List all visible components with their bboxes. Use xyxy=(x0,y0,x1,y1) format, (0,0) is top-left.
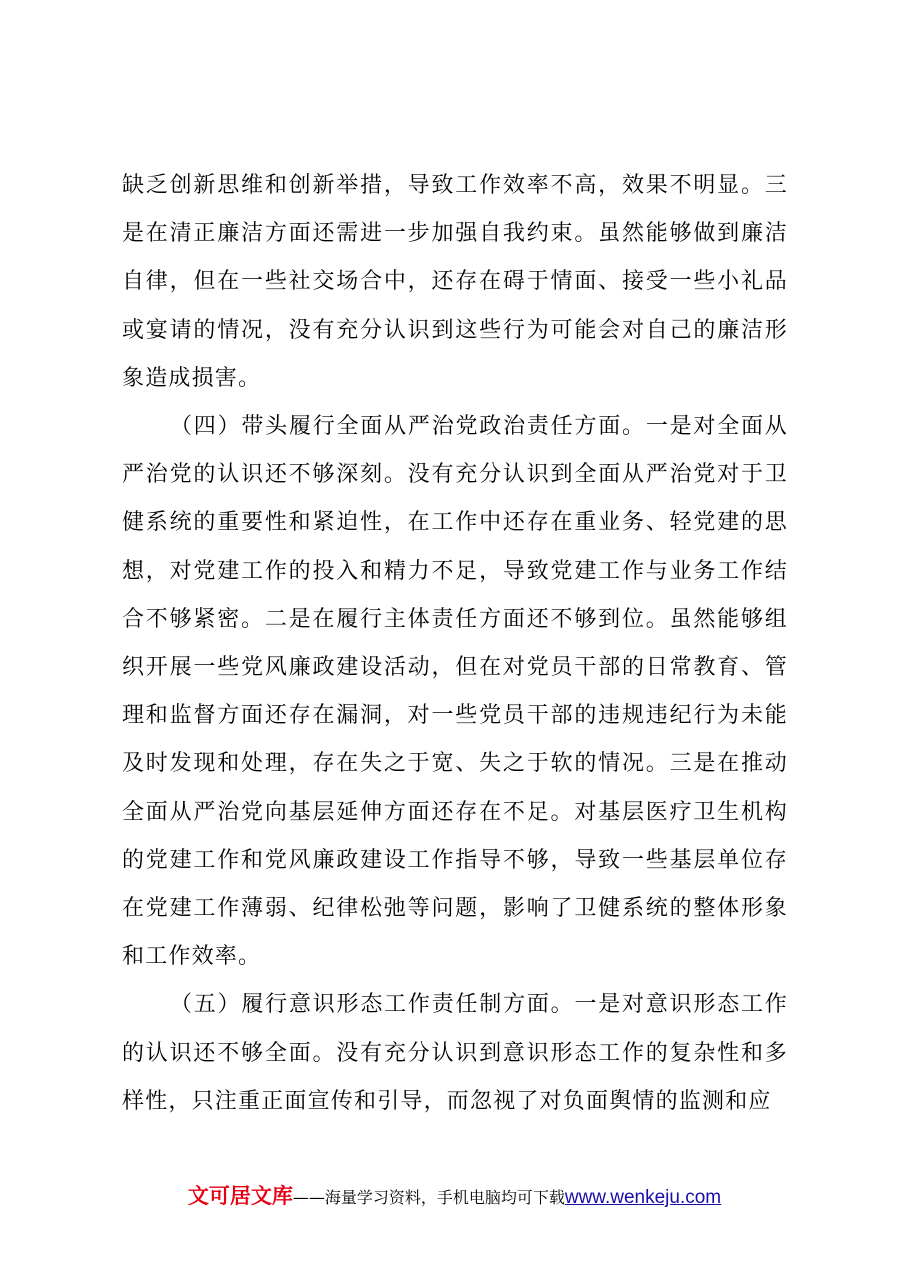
document-body xyxy=(122,162,788,1126)
website-link[interactable]: www.wenkeju.com xyxy=(564,1187,722,1208)
paragraph-section-five: （五）履行意识形态工作责任制方面。一是对意识形态工作的认识还不够全面。没有充分认识到意识形态工作的复杂性和多样性，只注重正面宣传和引导，而忽视了对负面舆情的监测和应 xyxy=(122,992,788,1114)
footer-tagline: ——海量学习资料，手机电脑均可下载 xyxy=(292,1188,565,1207)
paragraph-section-four: （四）带头履行全面从严治党政治责任方面。一是对全面从严治党的认识还不够深刻。没有充分认识到全面从严治党对于卫健系统的重要性和紧迫性，在工作中还存在重业务、轻党建的思想，对党建工作的投入和精力不足，导致党建工作与业务工作结合不够紧密。二是在履行主体责任方面还不够到位。虽然能够组织开展一些党风廉政建设活动，但在对党员干部的日常教育、管理和监督方面还存在漏洞，对一些党员干部的违规违纪行为未能及时发现和处理，存在失之于宽、失之于软的情况。三是在推动全面从严治党向基层延伸方面还存在不足。对基层医疗卫生机构的党建工作和党风廉政建设工作指导不够，导致一些基层单位存在党建工作薄弱、纪律松弛等问题，影响了卫健系统的整体形象和工作效率。 xyxy=(122,414,788,970)
brand-name: 文可居文库 xyxy=(187,1184,293,1208)
footer-banner xyxy=(0,1180,909,1210)
paragraph-continuation: 缺乏创新思维和创新举措，导致工作效率不高，效果不明显。三是在清正廉洁方面还需进一步加强自我约束。虽然能够做到廉洁自律，但在一些社交场合中，还存在碍于情面、接受一些小礼品或宴请的情况，没有充分认识到这些行为可能会对自己的廉洁形象造成损害。 xyxy=(122,173,788,391)
